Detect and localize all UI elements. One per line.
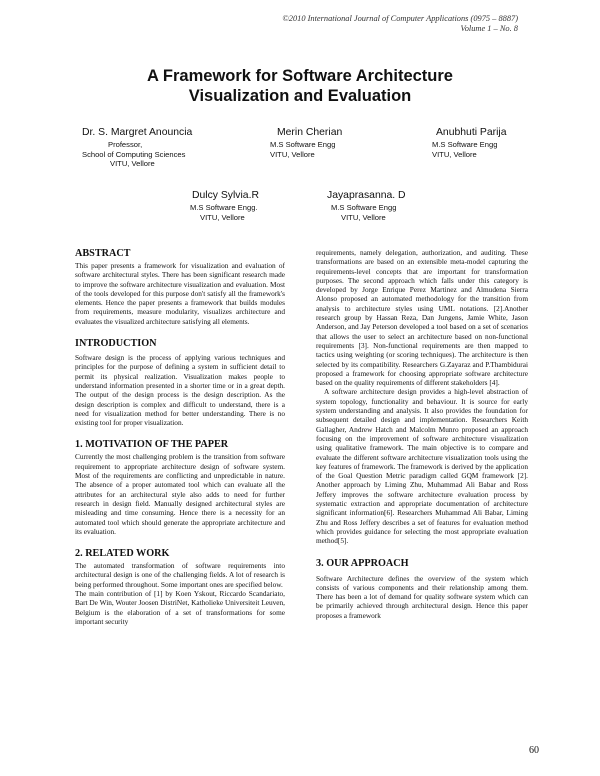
related-work-paragraph: A software architecture design provides a high-level abstraction of system topology, functionality and behaviour. It is source for early system understanding and analysis. It also provides the foundation for subsequent detailed design and implementation. Researchers Keith Gallagher, Andrew Hatch and Malcolm Munro proposed an approach focusing on the improvement of software architecture visualization using qualitative framework. The main objective is to compare and evaluate the different software architecture visualization tools using the key features of framework. The framework is derived by the application of the Goal Question Metric paradigm called GQM framework [2]. Another approach by Liming Zhu, Muhammad Ali Babar and Ross Jeffery improves the software architecture evaluation process by systematic extraction and appropriate documentation of architecture significant information[6]. Researchers Muhammad Ali Babar, Liming Zhu and Ross Jeffery describes a set of features for evaluation method which provides guidance for selecting the most appropriate evaluation method[5]. xyxy=(316,387,528,546)
author-affiliation: M.S Software Engg xyxy=(270,140,336,149)
related-work-heading: 2. RELATED WORK xyxy=(75,548,170,560)
author-location: VITU, Vellore xyxy=(200,212,245,222)
author-name: Jayaprasanna. D xyxy=(327,190,406,201)
introduction-heading: INTRODUCTION xyxy=(75,338,157,350)
paper-title xyxy=(0,66,600,106)
author-title: Professor, xyxy=(108,140,143,149)
author-location: VITU, Vellore xyxy=(341,212,386,222)
page-number: 60 xyxy=(529,745,539,756)
author-block xyxy=(82,126,192,169)
approach-text: Software Architecture defines the overview of the system which consists of various components and their relationship among them. There has been a lot of demand for quality software system which can be primarily achieved through architectural design. Hence this paper proposes a framework xyxy=(316,573,528,620)
author-block xyxy=(432,126,506,159)
related-work-text: The automated transformation of software requirements into architectural design is one of the challenging fields. A lot of research is being performed throughout. Some important ones are specified below. xyxy=(75,561,285,589)
journal-header xyxy=(178,14,518,34)
related-work-continued: requirements, namely delegation, authorization, and auditing. These transformations are based on an extensible meta-model capturing the requirements-level concepts that are important for transformation purposes. The second approach which falls under this category is developed by Jorge Enrique Perez Martinez and Almudena Sierra Alonso proposed an automated methodology for the transition from analysis to architecture styles using UML notations. [2].Another research group by Hassan Reza, Dan Jungens, Jamie White, Jason Anderson, and Jay Peterson developed a tool based on a set of scenarios that allows the user to select an architecture based on non-functional requirements [3]. Non-functional requirements are then mapped to tactics using weighting (or scoring techniques). The architecture is then selected by its compatibility. Researchers G.Zayaraz and P.Thambidurai proposed a framework for choosing appropriate software architecture based on the quality requirements of different stakeholders [4]. xyxy=(316,248,528,388)
approach-heading: 3. OUR APPROACH xyxy=(316,557,409,569)
left-column xyxy=(75,248,285,626)
author-name: Dulcy Sylvia.R xyxy=(192,190,259,201)
journal-volume: Volume 1 – No. 8 xyxy=(460,24,518,33)
journal-citation: ©2010 International Journal of Computer Applications (0975 – 8887) xyxy=(282,14,518,23)
author-affiliation: M.S Software Engg xyxy=(432,140,498,149)
related-work-text: The main contribution of [1] by Koen Yskout, Riccardo Scandariato, Bart De Win, Wouter Joosen DistriNet, Katholieke Universiteit Leuven, Belgium is the elaboration of a set of transformations for some important security xyxy=(75,589,285,626)
motivation-text: Currently the most challenging problem is the transition from software requirement to appropriate architecture design of software system. Most of the requirements are conflicting and unpredictable in nature. The absence of a proper automated tool which can evaluate all the attributes for an architectural style also adds to need for further research in design field. Manually designed architectural styles are misleading and time consuming. Hence there is a necessity for an automated tool which should generate the appropriate architecture and its evaluation. xyxy=(75,452,285,536)
abstract-heading: ABSTRACT xyxy=(75,248,131,259)
author-location: VITU, Vellore xyxy=(110,159,155,168)
author-block xyxy=(327,189,406,222)
title-line-2: Visualization and Evaluation xyxy=(188,87,412,105)
author-block xyxy=(270,126,342,159)
title-line-1: A Framework for Software Architecture xyxy=(147,67,453,85)
introduction-text: Software design is the process of applying various techniques and principles for the purpose of defining a system in sufficient detail to permit its physical realization. Visualization makes people to understand information presented in a shorter time or in a great depth. The output of the design process is the design description. As the design description is complex and difficult to understand, there is a need for visualization method for better understanding. There is no existing tool for proper visualization. xyxy=(75,353,285,428)
author-name: Anubhuti Parija xyxy=(436,127,507,138)
author-location: VITU, Vellore xyxy=(432,149,477,159)
right-column xyxy=(316,248,528,620)
motivation-heading: 1. MOTIVATION OF THE PAPER xyxy=(75,439,229,451)
abstract-text: This paper presents a framework for visualization and evaluation of software architectural styles. There has been significant research made to improve the software architecture visualization and evaluation. Most of the tools developed for this purpose don't satisfy all the framework's elements. Hence the paper presents a framework that builds modules from requirements, measure modularity, visualizes architecture and evaluates the visualized architecture satisfying all elements. xyxy=(75,261,285,326)
author-name: Dr. S. Margret Anouncia xyxy=(82,127,193,138)
author-block xyxy=(190,189,259,222)
author-affiliation: M.S Software Engg xyxy=(331,203,397,212)
author-location: VITU, Vellore xyxy=(270,149,315,159)
author-affiliation: M.S Software Engg. xyxy=(190,203,258,212)
author-name: Merin Cherian xyxy=(277,127,343,138)
author-affiliation: School of Computing Sciences xyxy=(82,149,186,159)
